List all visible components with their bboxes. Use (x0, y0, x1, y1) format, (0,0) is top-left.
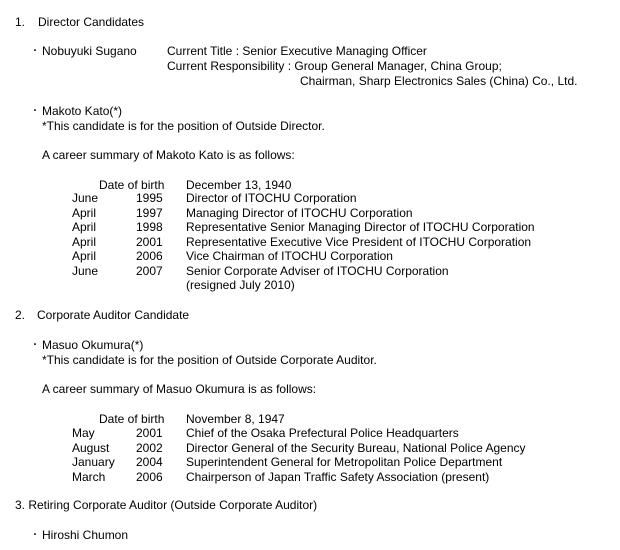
career-desc: Chief of the Osaka Prefectural Police Headquarters (186, 426, 459, 440)
career-row (72, 220, 535, 235)
dob-label: Date of birth (99, 412, 165, 426)
career-desc: Director of ITOCHU Corporation (186, 191, 357, 205)
section2-number: 2. (15, 308, 26, 322)
section1-number: 1. (15, 15, 26, 29)
career-row (72, 191, 535, 206)
career-desc: Director General of the Security Bureau, National Police Agency (186, 440, 526, 455)
dob-value: December 13, 1940 (186, 178, 292, 192)
section2-title: Corporate Auditor Candidate (37, 308, 190, 322)
career-desc: Superintendent General for Metropolitan Police Department (186, 455, 503, 469)
candidate-name-sugano: Nobuyuki Sugano (42, 44, 137, 58)
career-row (72, 441, 526, 456)
career-year: 2004 (136, 455, 163, 469)
outside-director-note: *This candidate is for the position of Outside Director. (42, 119, 325, 133)
career-year: 2007 (136, 263, 163, 278)
career-desc: Managing Director of ITOCHU Corporation (186, 205, 413, 220)
career-year: 2006 (136, 469, 163, 484)
career-summary-intro-okumura: A career summary of Masuo Okumura is as follows: (42, 382, 317, 396)
career-month: April (72, 205, 97, 220)
career-year: 2006 (136, 249, 163, 263)
career-row (72, 278, 535, 293)
candidate-name-chumon: Hiroshi Chumon (42, 528, 129, 542)
career-year: 2001 (136, 234, 163, 249)
career-month: June (72, 191, 99, 205)
career-month: August (72, 440, 110, 455)
section1-title: Director Candidates (38, 15, 145, 29)
career-row (72, 470, 526, 485)
career-row (72, 426, 526, 441)
career-month: June (72, 263, 99, 278)
career-table-okumura (72, 426, 526, 484)
career-row (72, 206, 535, 221)
career-row (72, 455, 526, 470)
career-desc: Representative Senior Managing Director of ITOCHU Corporation (186, 220, 535, 234)
bullet-icon: ・ (30, 46, 40, 57)
career-summary-intro-kato: A career summary of Makoto Kato is as follows: (42, 148, 295, 162)
outside-auditor-note: *This candidate is for the position of Outside Corporate Auditor. (42, 353, 377, 367)
career-month: April (72, 249, 97, 263)
dob-label: Date of birth (99, 178, 165, 192)
career-month: January (72, 455, 115, 469)
career-desc: Vice Chairman of ITOCHU Corporation (186, 249, 393, 263)
candidate-name-kato: Makoto Kato(*) (42, 104, 123, 118)
career-year: 1998 (136, 220, 163, 234)
career-desc: Representative Executive Vice President of ITOCHU Corporation (186, 234, 532, 249)
career-month: April (72, 220, 97, 234)
career-desc: Senior Corporate Adviser of ITOCHU Corporation (186, 263, 449, 278)
bullet-icon: ・ (30, 340, 40, 351)
dob-value: November 8, 1947 (186, 412, 285, 426)
career-month: April (72, 234, 97, 249)
career-year: 1997 (136, 205, 163, 220)
career-row (72, 264, 535, 279)
current-title: Current Title : Senior Executive Managing Officer (167, 44, 427, 58)
bullet-icon: ・ (30, 106, 40, 117)
career-month: March (72, 469, 106, 484)
career-year: 2002 (136, 440, 163, 455)
career-row (72, 235, 535, 250)
candidate-name-okumura: Masuo Okumura(*) (42, 338, 144, 352)
career-year: 2001 (136, 426, 163, 440)
current-responsibility-line1: Current Responsibility : Group General Manager, China Group; (167, 59, 502, 73)
current-responsibility-line2: Chairman, Sharp Electronics Sales (China) Co., Ltd. (300, 74, 578, 88)
career-row (72, 249, 535, 264)
career-desc: Chairperson of Japan Traffic Safety Association (present) (186, 469, 490, 484)
section3-title: 3. Retiring Corporate Auditor (Outside Corporate Auditor) (15, 498, 318, 512)
career-table-kato (72, 191, 535, 293)
career-year: 1995 (136, 191, 163, 205)
career-month: May (72, 426, 95, 440)
bullet-icon: ・ (30, 530, 40, 541)
career-note: (resigned July 2010) (186, 278, 295, 292)
